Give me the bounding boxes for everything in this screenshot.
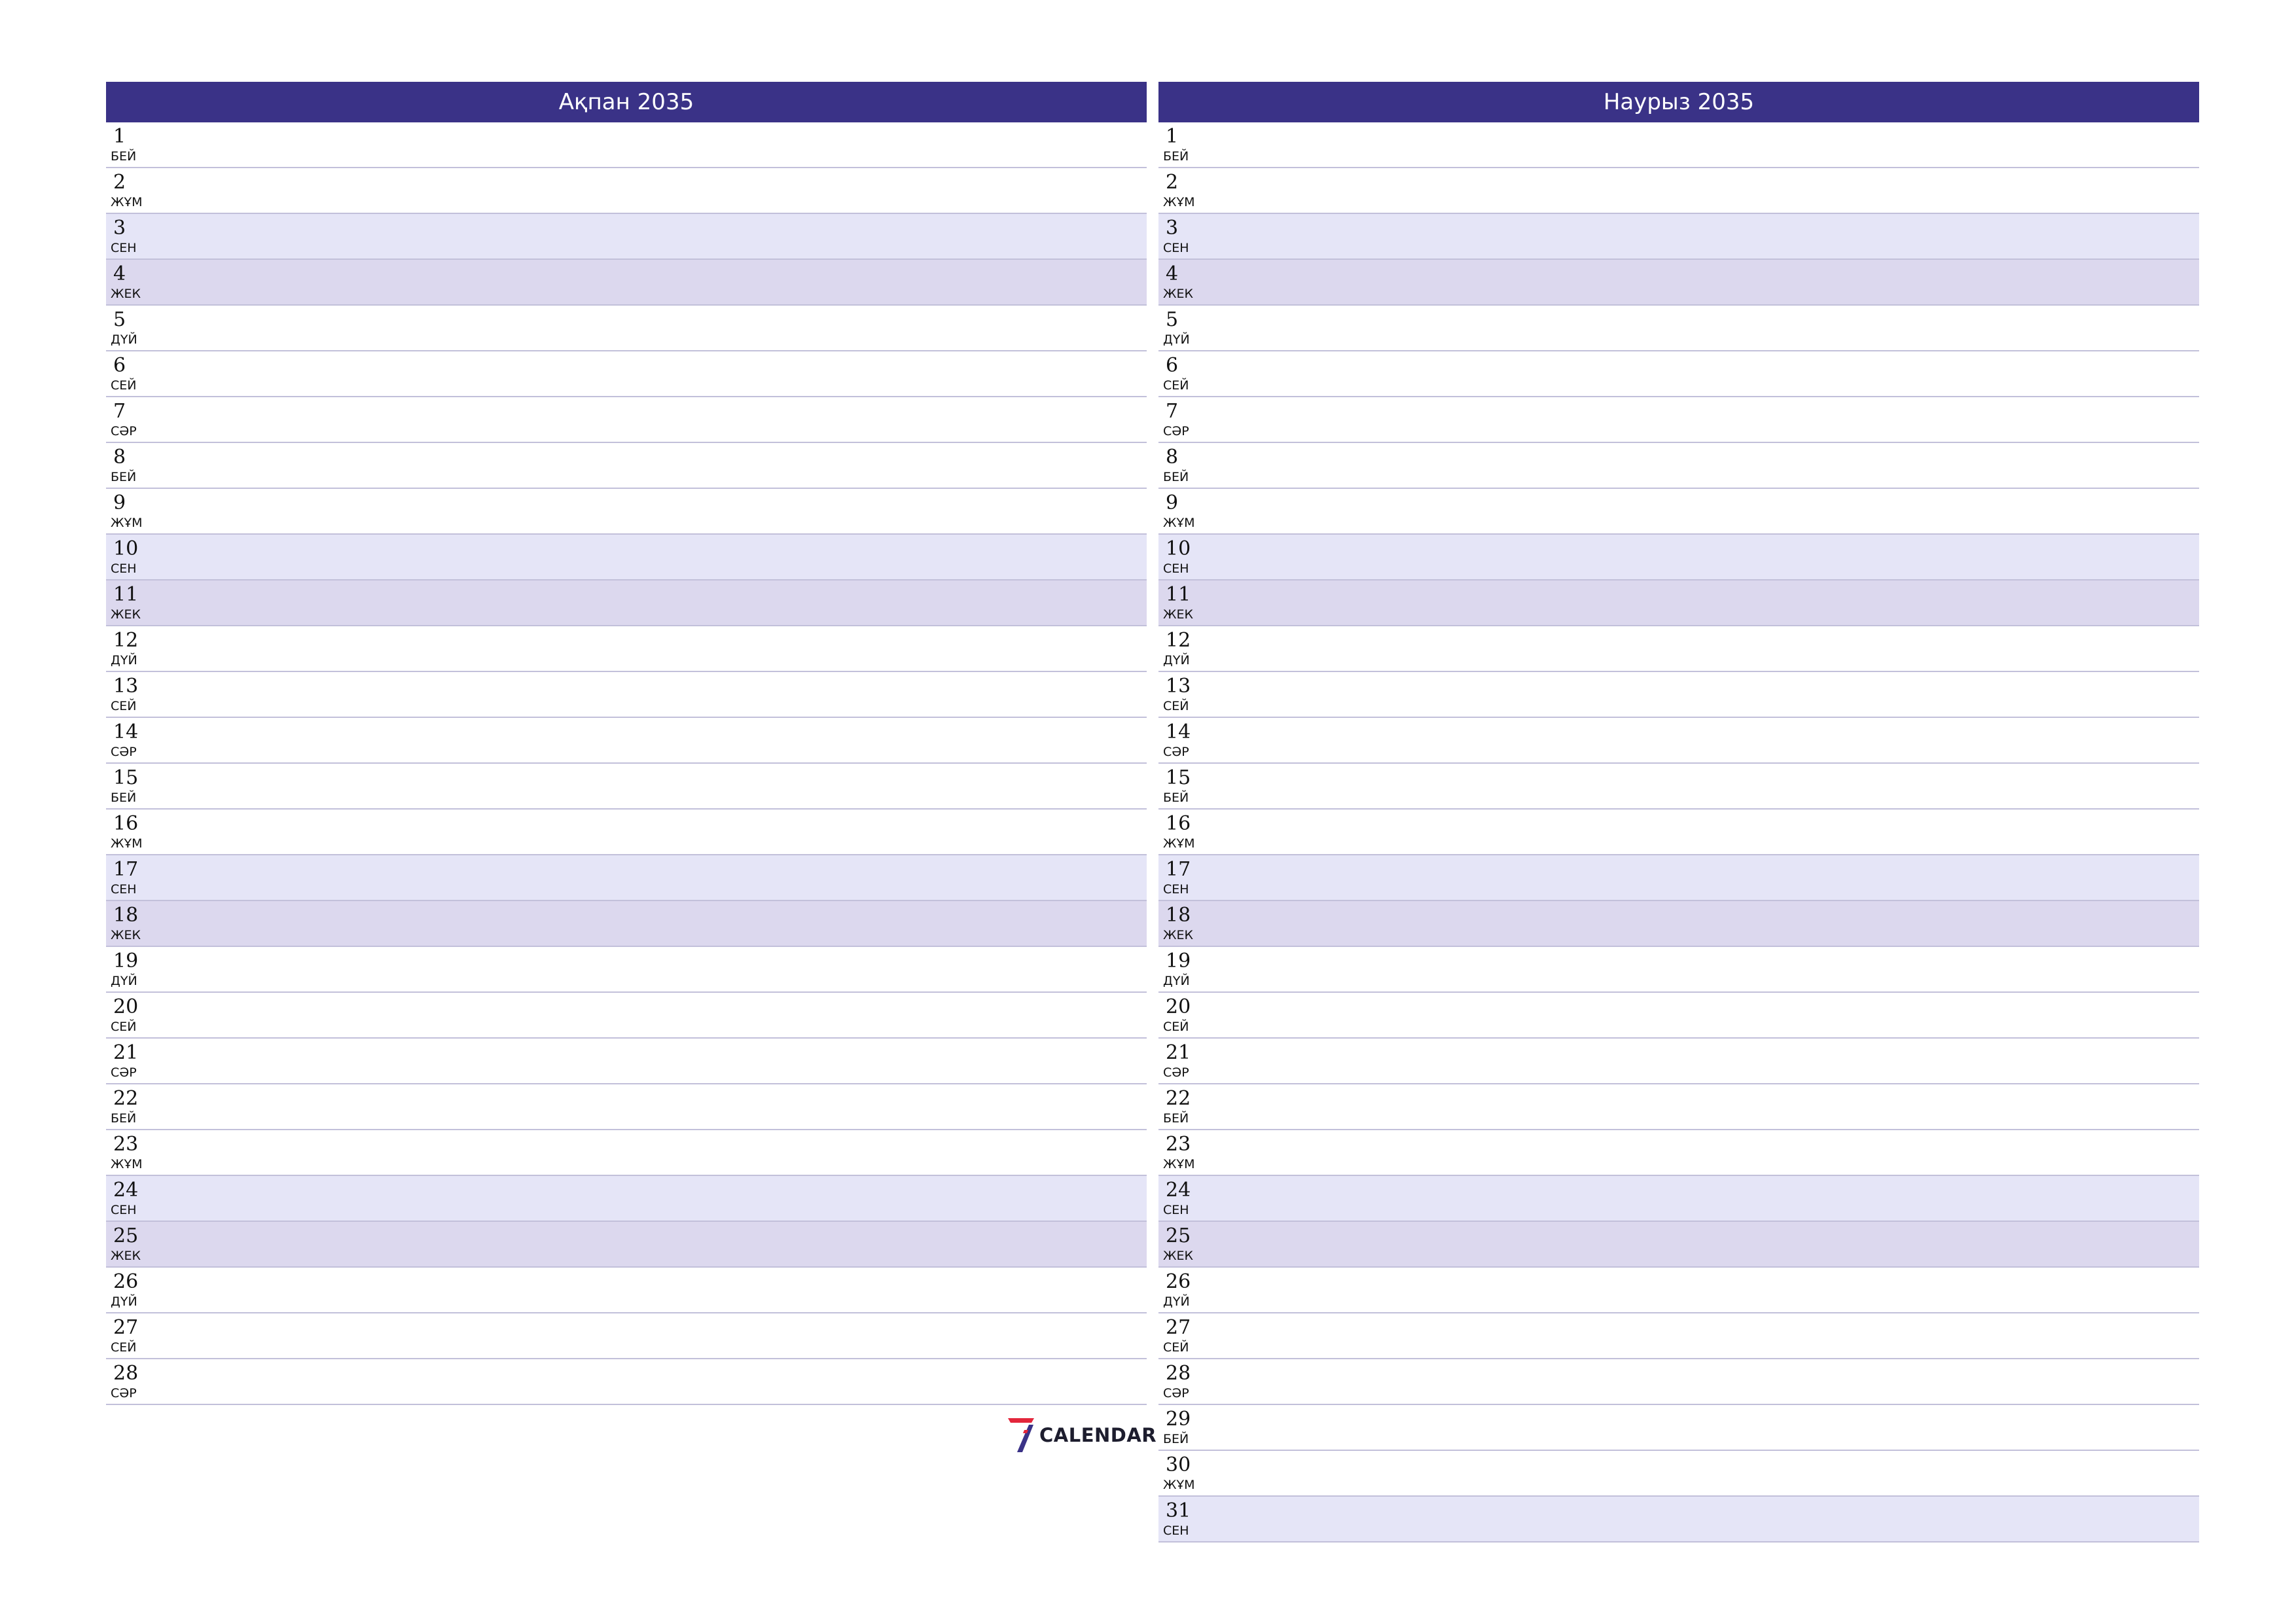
day-row[interactable] (1158, 947, 2199, 993)
day-row[interactable] (1158, 214, 2199, 260)
day-list (106, 122, 1147, 1405)
weekday-label: ДҮЙ (1163, 653, 1190, 668)
weekday-label: ЖЕК (1163, 607, 1193, 622)
day-row[interactable] (106, 672, 1147, 718)
day-row[interactable] (1158, 397, 2199, 443)
day-number: 23 (113, 1133, 139, 1156)
day-row[interactable] (1158, 580, 2199, 626)
day-row[interactable] (1158, 626, 2199, 672)
day-number: 5 (113, 308, 126, 331)
weekday-label: СЕЙ (1163, 378, 1189, 393)
brand-logo (1007, 1417, 1157, 1454)
day-number: 6 (113, 354, 126, 377)
day-row[interactable] (106, 214, 1147, 260)
day-row[interactable] (106, 718, 1147, 764)
day-number: 20 (113, 995, 139, 1018)
day-row[interactable] (106, 535, 1147, 580)
weekday-label: ЖҰМ (111, 1157, 143, 1171)
weekday-label: БЕЙ (111, 791, 137, 805)
weekday-label: СЕН (111, 562, 137, 576)
weekday-label: ЖЕК (111, 287, 141, 301)
day-number: 17 (113, 858, 139, 881)
weekday-label: БЕЙ (1163, 470, 1189, 484)
weekday-label: СЕН (1163, 562, 1189, 576)
day-number: 7 (1166, 400, 1179, 423)
day-number: 25 (113, 1224, 139, 1247)
weekday-label: ЖЕК (111, 928, 141, 942)
weekday-label: БЕЙ (1163, 1432, 1189, 1446)
weekday-label: ДҮЙ (111, 1294, 137, 1309)
day-row[interactable] (106, 122, 1147, 168)
day-row[interactable] (106, 1176, 1147, 1222)
day-number: 22 (113, 1087, 139, 1110)
day-row[interactable] (1158, 1130, 2199, 1176)
day-row[interactable] (1158, 1268, 2199, 1313)
day-number: 22 (1166, 1087, 1191, 1110)
weekday-label: СЕЙ (111, 1340, 137, 1355)
day-row[interactable] (106, 168, 1147, 214)
day-number: 11 (1166, 583, 1191, 606)
day-number: 31 (1166, 1499, 1191, 1522)
day-number: 29 (1166, 1408, 1191, 1431)
weekday-label: ЖЕК (111, 1249, 141, 1263)
day-row[interactable] (106, 1222, 1147, 1268)
day-row[interactable] (1158, 764, 2199, 810)
day-number: 19 (113, 950, 139, 972)
weekday-label: ЖҰМ (111, 516, 143, 530)
weekday-label: ЖҰМ (1163, 195, 1195, 209)
day-row[interactable] (1158, 1039, 2199, 1084)
weekday-label: СӘР (1163, 1065, 1189, 1080)
day-row[interactable] (1158, 535, 2199, 580)
weekday-label: ЖҰМ (111, 836, 143, 851)
weekday-label: ЖЕК (111, 607, 141, 622)
day-row[interactable] (106, 947, 1147, 993)
day-row[interactable] (106, 351, 1147, 397)
month-title: Ақпан 2035 (106, 82, 1147, 122)
weekday-label: СЕН (111, 882, 137, 897)
weekday-label: ДҮЙ (1163, 974, 1190, 988)
weekday-label: ЖҰМ (1163, 836, 1195, 851)
day-number: 24 (113, 1179, 139, 1202)
day-row[interactable] (106, 580, 1147, 626)
day-number: 28 (1166, 1362, 1191, 1385)
day-row[interactable] (106, 306, 1147, 351)
day-row[interactable] (1158, 260, 2199, 306)
weekday-label: ЖҰМ (1163, 516, 1195, 530)
day-number: 20 (1166, 995, 1191, 1018)
logo-text: CALENDAR (1039, 1424, 1157, 1446)
weekday-label: ЖҰМ (111, 195, 143, 209)
weekday-label: СЕН (111, 1203, 137, 1217)
weekday-label: ЖҰМ (1163, 1478, 1195, 1492)
day-number: 21 (113, 1041, 139, 1064)
day-row[interactable] (1158, 1405, 2199, 1451)
day-number: 13 (1166, 675, 1191, 698)
day-row[interactable] (1158, 718, 2199, 764)
day-row[interactable] (1158, 1176, 2199, 1222)
day-number: 25 (1166, 1224, 1191, 1247)
weekday-label: БЕЙ (111, 149, 137, 164)
day-row[interactable] (1158, 351, 2199, 397)
day-number: 30 (1166, 1454, 1191, 1476)
day-number: 15 (1166, 766, 1191, 789)
day-row[interactable] (1158, 443, 2199, 489)
day-row[interactable] (106, 901, 1147, 947)
day-row[interactable] (1158, 1222, 2199, 1268)
day-number: 11 (113, 583, 139, 606)
weekday-label: ЖҰМ (1163, 1157, 1195, 1171)
day-number: 26 (113, 1270, 139, 1293)
day-number: 13 (113, 675, 139, 698)
weekday-label: БЕЙ (1163, 1111, 1189, 1126)
day-number: 9 (1166, 491, 1179, 514)
weekday-label: СЕН (1163, 1524, 1189, 1538)
weekday-label: ДҮЙ (111, 332, 137, 347)
day-row[interactable] (1158, 1451, 2199, 1497)
weekday-label: СЕН (1163, 882, 1189, 897)
day-row[interactable] (106, 443, 1147, 489)
day-row[interactable] (106, 810, 1147, 855)
day-row[interactable] (1158, 855, 2199, 901)
seven-logo-icon (1007, 1417, 1035, 1454)
weekday-label: ДҮЙ (111, 653, 137, 668)
day-row[interactable] (106, 489, 1147, 535)
day-number: 27 (113, 1316, 139, 1339)
weekday-label: СӘР (1163, 424, 1189, 438)
day-list (1158, 122, 2199, 1543)
month-column-february (106, 82, 1147, 1405)
day-number: 14 (1166, 721, 1191, 743)
day-number: 10 (113, 537, 139, 560)
day-number: 17 (1166, 858, 1191, 881)
weekday-label: БЕЙ (1163, 791, 1189, 805)
day-number: 3 (113, 217, 126, 240)
day-number: 7 (113, 400, 126, 423)
day-row[interactable] (1158, 1359, 2199, 1405)
day-row[interactable] (1158, 168, 2199, 214)
weekday-label: БЕЙ (1163, 149, 1189, 164)
day-row[interactable] (1158, 489, 2199, 535)
day-number: 8 (113, 446, 126, 469)
day-number: 10 (1166, 537, 1191, 560)
weekday-label: СЕН (1163, 241, 1189, 255)
weekday-label: СӘР (1163, 1386, 1189, 1400)
day-row[interactable] (106, 1039, 1147, 1084)
day-number: 18 (113, 904, 139, 927)
day-row[interactable] (106, 1313, 1147, 1359)
day-number: 3 (1166, 217, 1179, 240)
day-number: 23 (1166, 1133, 1191, 1156)
weekday-label: СЕЙ (111, 1020, 137, 1034)
weekday-label: ЖЕК (1163, 287, 1193, 301)
day-number: 8 (1166, 446, 1179, 469)
day-number: 12 (1166, 629, 1191, 652)
weekday-label: СӘР (111, 1065, 137, 1080)
weekday-label: СЕЙ (111, 699, 137, 713)
day-row[interactable] (1158, 306, 2199, 351)
day-number: 14 (113, 721, 139, 743)
day-row[interactable] (106, 1084, 1147, 1130)
day-row[interactable] (106, 626, 1147, 672)
day-number: 24 (1166, 1179, 1191, 1202)
weekday-label: СЕН (1163, 1203, 1189, 1217)
day-row[interactable] (1158, 1313, 2199, 1359)
weekday-label: ДҮЙ (1163, 1294, 1190, 1309)
day-number: 26 (1166, 1270, 1191, 1293)
weekday-label: БЕЙ (111, 1111, 137, 1126)
weekday-label: ЖЕК (1163, 928, 1193, 942)
day-row[interactable] (1158, 1497, 2199, 1543)
day-number: 19 (1166, 950, 1191, 972)
month-column-march (1158, 82, 2199, 1543)
day-row[interactable] (106, 764, 1147, 810)
day-number: 9 (113, 491, 126, 514)
weekday-label: СӘР (111, 424, 137, 438)
day-row[interactable] (106, 855, 1147, 901)
day-number: 16 (113, 812, 139, 835)
weekday-label: ЖЕК (1163, 1249, 1193, 1263)
day-row[interactable] (1158, 122, 2199, 168)
day-row[interactable] (106, 260, 1147, 306)
day-row[interactable] (106, 993, 1147, 1039)
day-row[interactable] (1158, 672, 2199, 718)
day-row[interactable] (1158, 993, 2199, 1039)
day-number: 1 (1166, 125, 1179, 148)
day-number: 1 (113, 125, 126, 148)
day-row[interactable] (106, 1359, 1147, 1405)
day-number: 4 (113, 262, 126, 285)
day-number: 6 (1166, 354, 1179, 377)
weekday-label: СЕЙ (1163, 699, 1189, 713)
day-number: 2 (1166, 171, 1179, 194)
day-row[interactable] (106, 1130, 1147, 1176)
day-row[interactable] (1158, 810, 2199, 855)
day-number: 21 (1166, 1041, 1191, 1064)
weekday-label: ДҮЙ (1163, 332, 1190, 347)
day-number: 15 (113, 766, 139, 789)
day-row[interactable] (1158, 901, 2199, 947)
weekday-label: БЕЙ (111, 470, 137, 484)
weekday-label: СЕЙ (111, 378, 137, 393)
weekday-label: СЕН (111, 241, 137, 255)
day-number: 18 (1166, 904, 1191, 927)
weekday-label: ДҮЙ (111, 974, 137, 988)
day-number: 28 (113, 1362, 139, 1385)
day-number: 4 (1166, 262, 1179, 285)
weekday-label: СӘР (111, 745, 137, 759)
day-number: 27 (1166, 1316, 1191, 1339)
weekday-label: СӘР (111, 1386, 137, 1400)
weekday-label: СӘР (1163, 745, 1189, 759)
day-number: 2 (113, 171, 126, 194)
month-title: Наурыз 2035 (1158, 82, 2199, 122)
day-row[interactable] (1158, 1084, 2199, 1130)
day-row[interactable] (106, 1268, 1147, 1313)
day-number: 16 (1166, 812, 1191, 835)
weekday-label: СЕЙ (1163, 1340, 1189, 1355)
day-number: 5 (1166, 308, 1179, 331)
day-number: 12 (113, 629, 139, 652)
weekday-label: СЕЙ (1163, 1020, 1189, 1034)
day-row[interactable] (106, 397, 1147, 443)
